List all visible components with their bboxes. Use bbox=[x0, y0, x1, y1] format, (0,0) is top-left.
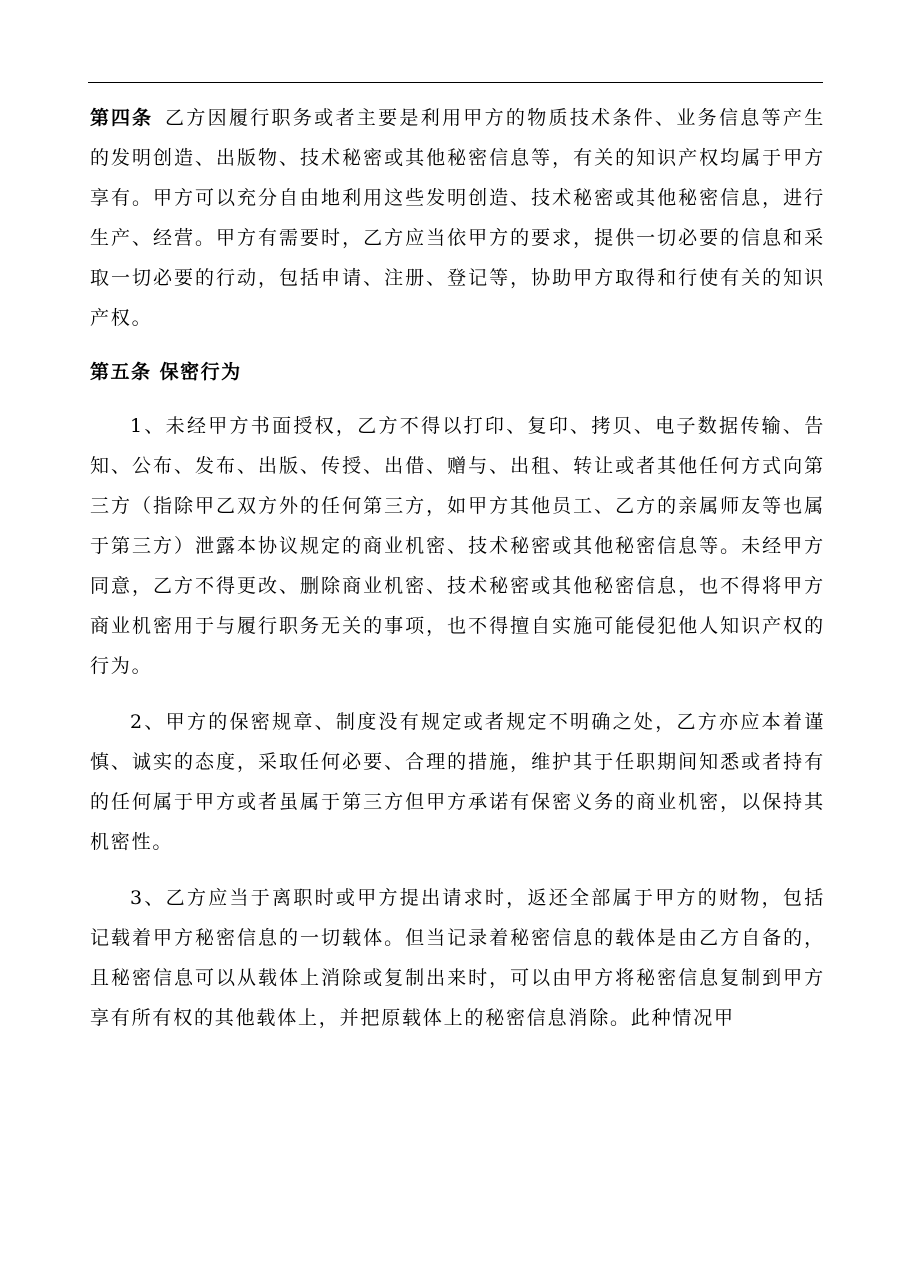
paragraph-gap bbox=[90, 862, 825, 878]
article-4-text: 乙方因履行职务或者主要是利用甲方的物质技术条件、业务信息等产生的发明创造、出版物、技术秘密或其他秘密信息等，有关的知识产权均属于甲方享有。甲方可以充分自由地利用这些发明创造、技术秘密或其他秘密信息，进行生产、经营。甲方有需要时，乙方应当依甲方的要求，提供一切必要的信息和采取一切必要的行动，包括申请、注册、登记等，协助甲方取得和行使有关的知识产权。 bbox=[90, 107, 825, 329]
article-4-heading: 第四条 bbox=[90, 107, 154, 129]
header-rule bbox=[88, 82, 823, 83]
paragraph-gap bbox=[90, 686, 825, 702]
document-body bbox=[90, 98, 825, 1038]
article-4-paragraph bbox=[90, 98, 825, 338]
article-5-item-2: 2、甲方的保密规章、制度没有规定或者规定不明确之处，乙方亦应本着谨慎、诚实的态度，采取任何必要、合理的措施，维护其于任职期间知悉或者持有的任何属于甲方或者虽属于第三方但甲方承诺有保密义务的商业机密，以保持其机密性。 bbox=[90, 711, 825, 853]
article-5-item-3: 3、乙方应当于离职时或甲方提出请求时，返还全部属于甲方的财物，包括记载着甲方秘密信息的一切载体。但当记录着秘密信息的载体是由乙方自备的，且秘密信息可以从载体上消除或复制出来时，可以由甲方将秘密信息复制到甲方享有所有权的其他载体上，并把原载体上的秘密信息消除。此种情况甲 bbox=[90, 887, 825, 1029]
article-5-heading: 第五条 保密行为 bbox=[90, 361, 242, 383]
article-5-item-1: 1、未经甲方书面授权，乙方不得以打印、复印、拷贝、电子数据传输、告知、公布、发布、出版、传授、出借、赠与、出租、转让或者其他任何方式向第三方（指除甲乙双方外的任何第三方，如甲方其他员工、乙方的亲属师友等也属于第三方）泄露本协议规定的商业机密、技术秘密或其他秘密信息等。未经甲方同意，乙方不得更改、删除商业机密、技术秘密或其他秘密信息，也不得将甲方商业机密用于与履行职务无关的事项，也不得擅自实施可能侵犯他人知识产权的行为。 bbox=[90, 415, 825, 677]
